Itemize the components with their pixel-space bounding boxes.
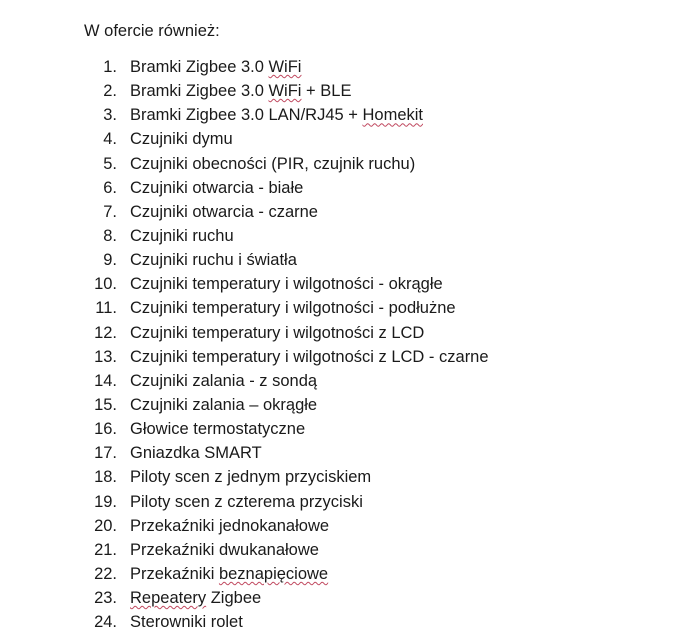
list-item-label (130, 55, 301, 79)
list-item (84, 417, 664, 441)
list-item (84, 103, 664, 127)
label-text: Czujniki zalania - z sondą (130, 371, 318, 390)
list-item (84, 55, 664, 79)
spellcheck-underlined-word[interactable]: Homekit (362, 106, 423, 125)
list-item-number: 9. (103, 251, 117, 270)
label-text: Czujniki dymu (130, 130, 233, 149)
spellcheck-underlined-word[interactable]: Repeatery (130, 589, 207, 608)
list-item (84, 248, 664, 272)
list-item-label (130, 103, 423, 127)
list-item (84, 296, 664, 320)
label-text: Czujniki temperatury i wilgotności z LCD (130, 323, 425, 342)
list-item-number: 11. (95, 299, 117, 318)
list-item-label (130, 490, 363, 514)
label-text-suffix: Zigbee (206, 589, 262, 608)
list-item-number: 5. (103, 154, 117, 173)
list-item-number: 20. (94, 516, 117, 535)
list-item-label (130, 538, 319, 562)
list-item-label (130, 127, 233, 151)
label-text: Czujniki temperatury i wilgotności - okrągłe (130, 275, 443, 294)
list-item (84, 514, 664, 538)
list-item (84, 224, 664, 248)
label-text: Czujniki otwarcia - czarne (130, 202, 318, 221)
list-item-number: 13. (94, 347, 117, 366)
list-item (84, 562, 664, 586)
list-item-label (130, 152, 415, 176)
list-item-number: 18. (94, 468, 117, 487)
list-item-number: 15. (94, 395, 117, 414)
list-item-number: 21. (94, 540, 117, 559)
list-item-number: 19. (94, 492, 117, 511)
list-item (84, 152, 664, 176)
label-text: Głowice termostatyczne (130, 420, 306, 439)
label-text: Bramki Zigbee 3.0 LAN/RJ45 + (130, 106, 363, 125)
label-text: Piloty scen z czterema przyciski (130, 492, 363, 511)
list-item-label (130, 441, 262, 465)
list-item-number: 2. (103, 82, 117, 101)
list-item (84, 127, 664, 151)
list-item-label (130, 393, 317, 417)
list-item-number: 3. (103, 106, 117, 125)
list-item (84, 200, 664, 224)
list-item-number: 17. (94, 444, 117, 463)
list-item-label (130, 79, 351, 103)
intro-heading: W ofercie również: (84, 22, 220, 40)
list-item (84, 441, 664, 465)
label-text: Przekaźniki dwukanałowe (130, 540, 319, 559)
list-item-label (130, 417, 305, 441)
list-item-number: 23. (94, 589, 117, 608)
list-item-number: 10. (94, 275, 117, 294)
list-item-number: 22. (94, 564, 117, 583)
spellcheck-underlined-word[interactable]: WiFi (268, 82, 302, 101)
label-text: Czujniki ruchu (130, 226, 234, 245)
label-text: Czujniki ruchu i światła (130, 251, 297, 270)
list-item (84, 586, 664, 610)
list-item-label (130, 248, 297, 272)
list-item (84, 79, 664, 103)
list-item-number: 16. (94, 420, 117, 439)
list-item-label (130, 224, 234, 248)
label-text: Sterowniki rolet (130, 613, 243, 632)
list-item (84, 321, 664, 345)
list-item-label (130, 586, 261, 610)
label-text: Piloty scen z jednym przyciskiem (130, 468, 372, 487)
list-item-number: 8. (103, 226, 117, 245)
list-item (84, 538, 664, 562)
list-item-number: 14. (94, 371, 117, 390)
list-item-label (130, 272, 443, 296)
list-item (84, 490, 664, 514)
list-item-number: 1. (103, 58, 117, 76)
spellcheck-underlined-word[interactable]: WiFi (268, 58, 302, 76)
list-item-label (130, 465, 371, 489)
list-item (84, 272, 664, 296)
label-text-suffix: + BLE (301, 82, 352, 101)
list-item (84, 393, 664, 417)
list-item (84, 610, 664, 634)
offer-list (84, 55, 664, 634)
list-item-number: 24. (94, 613, 117, 632)
spellcheck-underlined-word[interactable]: beznapięciowe (218, 564, 329, 583)
label-text: Bramki Zigbee 3.0 (130, 58, 269, 76)
label-text: Przekaźniki jednokanałowe (130, 516, 330, 535)
list-item-label (130, 514, 329, 538)
list-item-number: 4. (103, 130, 117, 149)
list-item-label (130, 562, 328, 586)
list-item-number: 12. (94, 323, 117, 342)
label-text: Czujniki temperatury i wilgotności z LCD - czarne (130, 347, 489, 366)
label-text: Bramki Zigbee 3.0 (130, 82, 269, 101)
label-text: Gniazdka SMART (130, 444, 262, 463)
list-item-label (130, 369, 317, 393)
list-item (84, 465, 664, 489)
list-item-label (130, 200, 318, 224)
label-text: Czujniki otwarcia - białe (130, 178, 304, 197)
list-item (84, 176, 664, 200)
list-item-number: 6. (103, 178, 117, 197)
label-text: Czujniki temperatury i wilgotności - podłużne (130, 299, 456, 318)
list-item-label (130, 176, 303, 200)
list-item-label (130, 610, 243, 634)
label-text: Przekaźniki (130, 564, 219, 583)
list-item-number: 7. (103, 202, 117, 221)
label-text: Czujniki obecności (PIR, czujnik ruchu) (130, 154, 416, 173)
list-item (84, 345, 664, 369)
label-text: Czujniki zalania – okrągłe (130, 395, 318, 414)
list-item (84, 369, 664, 393)
list-item-label (130, 321, 424, 345)
list-item-label (130, 296, 456, 320)
list-item-label (130, 345, 489, 369)
